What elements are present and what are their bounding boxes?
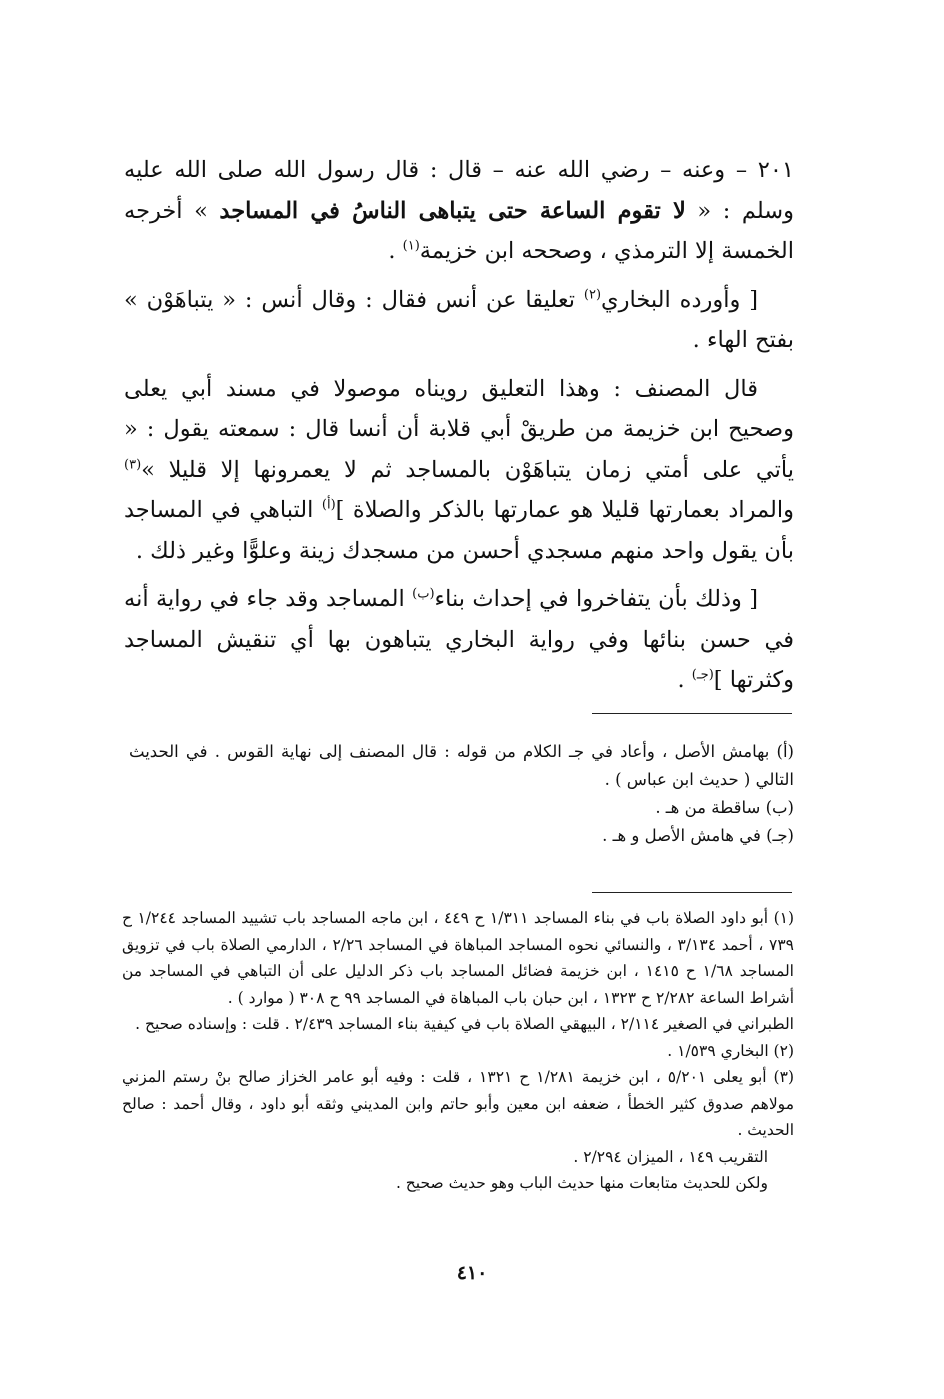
bukhari-text-2: تعليقا عن أنس فقال : وقال أنس : « يتباهَوْن » بفتح الهاء .	[124, 286, 794, 353]
bukhari-text-1: [ وأورده البخاري	[601, 286, 758, 313]
musannif-text-3: التباهي في المساجد بأن يقول واحد منهم مسجدي أحسن من مسجدك زينة وعلوًّا وغير ذلك .	[124, 497, 794, 564]
footnote-ref-1: (١)	[402, 238, 420, 254]
hadith-after: » أخرجه الخمسة إلا الترمذي ، وصححه ابن خزيمة	[124, 197, 794, 264]
variant-note: (ب) ساقطة من هـ .	[655, 798, 794, 817]
footnote-3: (٣) أبو يعلى ٥/٢٠١ ، ابن خزيمة ١/٢٨١ ح ١٣٢١ ، قلت : وفيه أبو عامر الخزاز صالح بنْ رستم المزني مولاهم صدوق كثير الخطأ ، ضعفه ابن معين وأبو حاتم وابن المديني وثقه أبو داود ، وقال أحمد : صالح الحديث .	[122, 1068, 794, 1139]
dhalik-end: .	[677, 667, 692, 693]
dhalik-paragraph	[124, 579, 794, 701]
variant-notes	[129, 738, 794, 850]
hadith-text: لا تقوم الساعة حتى يتباهى الناسُ في المساجد	[219, 197, 686, 224]
variant-ref-c: (جـ)	[691, 667, 714, 683]
hadith-paragraph	[124, 150, 794, 272]
dhalik-text-1: [ وذلك بأن يتفاخروا في إحداث بناء	[434, 586, 758, 612]
footnotes	[122, 905, 794, 1197]
musannif-text-1: قال المصنف : وهذا التعليق رويناه موصولا في مسند أبي يعلى وصحيح ابن خزيمة من طريقْ أبي قلابة أن أنسا قال : سمعته يقول : « يأتي على أمتي زمان يتباهَوْن بالمساجد ثم لا يعمرونها إلا قليلا »	[124, 375, 794, 483]
bukhari-paragraph	[124, 280, 794, 361]
variant-note: (جـ) في هامش الأصل و هـ .	[602, 826, 794, 845]
footnote-3-end: ولكن للحديث متابعات منها حديث الباب وهو حديث صحيح .	[395, 1174, 768, 1192]
divider-rule-variants	[592, 713, 792, 714]
footnote-ref-2: (٢)	[583, 287, 602, 302]
hadith-intro: ٢٠١ – وعنه – رضي الله عنه – قال : قال رسول الله صلى الله عليه وسلم :	[124, 157, 795, 224]
footnote-3-taqrib: التقريب ١٤٩ ، الميزان ٢/٢٩٤ .	[573, 1147, 768, 1166]
musannif-paragraph	[124, 369, 794, 572]
musannif-text-2: والمراد بعمارتها قليلا هو عمارتها بالذكر والصلاة ]	[335, 497, 794, 523]
footnote-2: (٢) البخاري ١/٥٣٩ .	[667, 1041, 794, 1060]
footnote-1-continued: الطبراني في الصغير ٢/١١٤ ، البيهقي الصلاة باب في كيفية بناء المساجد ٢/٤٣٩ . قلت : وإسناده صحيح .	[135, 1015, 794, 1033]
page-number: ٤١٠	[456, 1262, 488, 1284]
hadith-end: .	[388, 238, 403, 264]
footnote-1: (١) أبو داود الصلاة باب في بناء المساجد ١/٣١١ ح ٤٤٩ ، ابن ماجه المساجد باب تشييد المساجد ١/٢٤٤ ح ٧٣٩ ، أحمد ٣/١٣٤ ، والنسائي نحوه المساجد المباهاة في المساجد ٢/٢٦ ، الدارمي الصلاة باب في تزويق المساجد ١/٦٨ ح ١٤١٥ ، ابن خزيمة فضائل المساجد باب ذكر الدليل على أن التباهي في المساجد من أشراط الساعة ٢/٢٨٢ ح ١٣٢٣ ، ابن حبان باب المباهاة في المساجد ٩٩ ح ٣٠٨ ( موارد ) .	[122, 909, 795, 1007]
variant-ref-a: (أ)	[321, 497, 336, 513]
divider-rule-footnotes	[592, 892, 792, 893]
variant-note: (أ) بهامش الأصل ، وأعاد في جـ الكلام من قوله : قال المصنف إلى نهاية القوس . في الحديث التالي ( حديث ابن عباس ) .	[129, 742, 794, 789]
hadith-open-quote: «	[685, 197, 712, 224]
footnote-ref-3: (٣)	[124, 457, 142, 472]
main-text	[124, 150, 794, 709]
dhalik-text-2: المساجد وقد جاء في رواية أنه في حسن بنائها وفي رواية البخاري يتباهون بها أي تنقيش المساجد وكثرتها ]	[124, 586, 794, 693]
variant-ref-b: (ب)	[412, 586, 435, 602]
